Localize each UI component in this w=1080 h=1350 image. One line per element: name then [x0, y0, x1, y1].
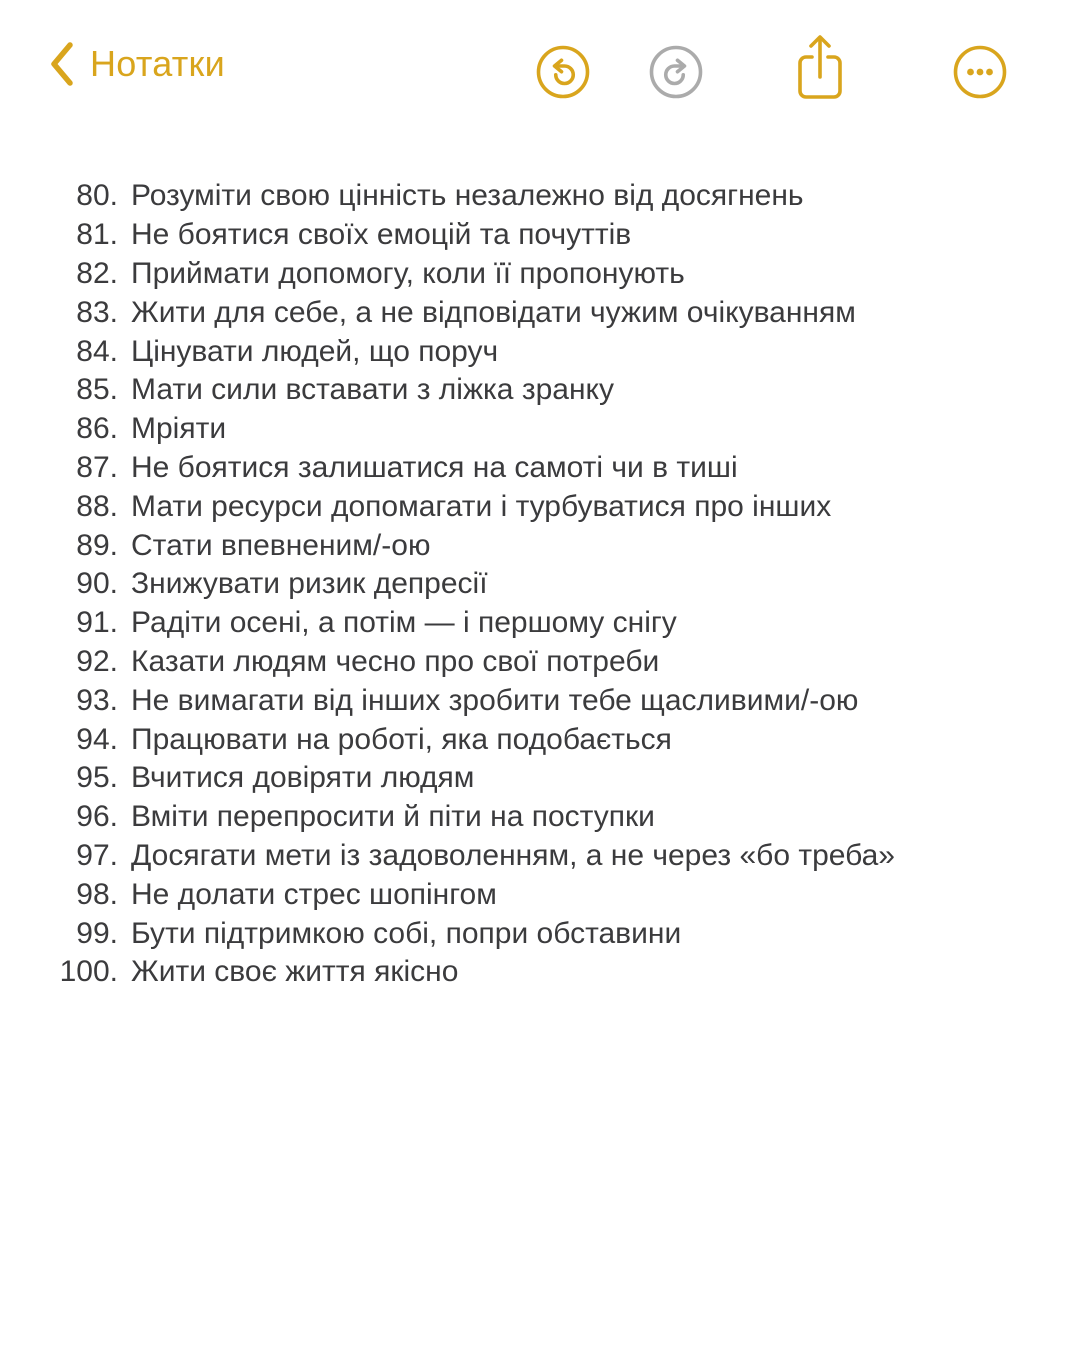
- list-item-number: 96.: [76, 800, 118, 834]
- list-item: [0, 293, 1080, 332]
- list-item-text: Бути підтримкою собі, попри обставини: [131, 916, 682, 950]
- back-button-label: Нотатки: [90, 43, 225, 84]
- list-item-text: Приймати допомогу, коли її пропонують: [131, 256, 685, 290]
- list-item: [0, 526, 1080, 565]
- list-item-text: Мріяти: [131, 412, 227, 446]
- list-item-text: Радіти осені, а потім — і першому снігу: [131, 606, 677, 640]
- list-item-number: 86.: [76, 412, 118, 446]
- list-item-text: Жити для себе, а не відповідати чужим очікуванням: [131, 295, 856, 329]
- list-item-text: Жити своє життя якісно: [131, 955, 459, 989]
- list-item-text: Вчитися довіряти людям: [131, 761, 475, 795]
- list-item-number: 94.: [76, 722, 118, 756]
- list-item: [0, 681, 1080, 720]
- list-item-number: 87.: [76, 450, 118, 484]
- list-item-text: Розуміти свою цінність незалежно від досягнень: [131, 179, 804, 213]
- list-item-number: 89.: [76, 528, 118, 562]
- list-item-text: Не долати стрес шопінгом: [131, 877, 497, 911]
- list-item-number: 88.: [76, 489, 118, 523]
- list-item: [0, 798, 1080, 837]
- list-item-text: Знижувати ризик депресії: [131, 567, 488, 601]
- list-item-number: 83.: [76, 295, 118, 329]
- list-item-text: Працювати на роботі, яка подобається: [131, 722, 672, 756]
- list-item: [0, 604, 1080, 643]
- list-item: [0, 487, 1080, 526]
- list-item: [0, 332, 1080, 371]
- list-item-number: 98.: [76, 877, 118, 911]
- list-item: [0, 643, 1080, 682]
- list-item-number: 82.: [76, 256, 118, 290]
- list-item-text: Казати людям чесно про свої потреби: [131, 644, 660, 678]
- list-item: [0, 449, 1080, 488]
- list-item-number: 84.: [76, 334, 118, 368]
- list-item: [0, 255, 1080, 294]
- list-item-number: 80.: [76, 179, 118, 213]
- list-item: [0, 875, 1080, 914]
- list-item-number: 100.: [59, 955, 118, 989]
- list-item-number: 81.: [76, 218, 118, 252]
- list-item-text: Не вимагати від інших зробити тебе щасливими/-ою: [131, 683, 859, 717]
- list-item: [0, 565, 1080, 604]
- list-item: [0, 759, 1080, 798]
- list-item-number: 95.: [76, 761, 118, 795]
- list-item-number: 99.: [76, 916, 118, 950]
- list-item-number: 93.: [76, 683, 118, 717]
- list-item: [0, 953, 1080, 992]
- list-item: [0, 216, 1080, 255]
- list-item-text: Не боятися своїх емоцій та почуттів: [131, 218, 632, 252]
- list-item-text: Мати ресурси допомагати і турбуватися про інших: [131, 489, 832, 523]
- list-item: [0, 914, 1080, 953]
- list-item: [0, 410, 1080, 449]
- list-item-text: Вміти перепросити й піти на поступки: [131, 800, 655, 834]
- list-item-number: 97.: [76, 838, 118, 872]
- list-item-number: 85.: [76, 373, 118, 407]
- list-item: [0, 371, 1080, 410]
- list-item-number: 90.: [76, 567, 118, 601]
- list-item: [0, 177, 1080, 216]
- list-item-number: 91.: [76, 606, 118, 640]
- list-item-text: Не боятися залишатися на самоті чи в тиші: [131, 450, 738, 484]
- list-item-text: Досягати мети із задоволенням, а не через «бо треба»: [131, 838, 895, 872]
- list-item: [0, 720, 1080, 759]
- list-item: [0, 837, 1080, 876]
- list-item-text: Мати сили вставати з ліжка зранку: [131, 373, 614, 407]
- list-item-text: Стати впевненим/-ою: [131, 528, 431, 562]
- list-item-number: 92.: [76, 644, 118, 678]
- list-item-text: Цінувати людей, що поруч: [131, 334, 499, 368]
